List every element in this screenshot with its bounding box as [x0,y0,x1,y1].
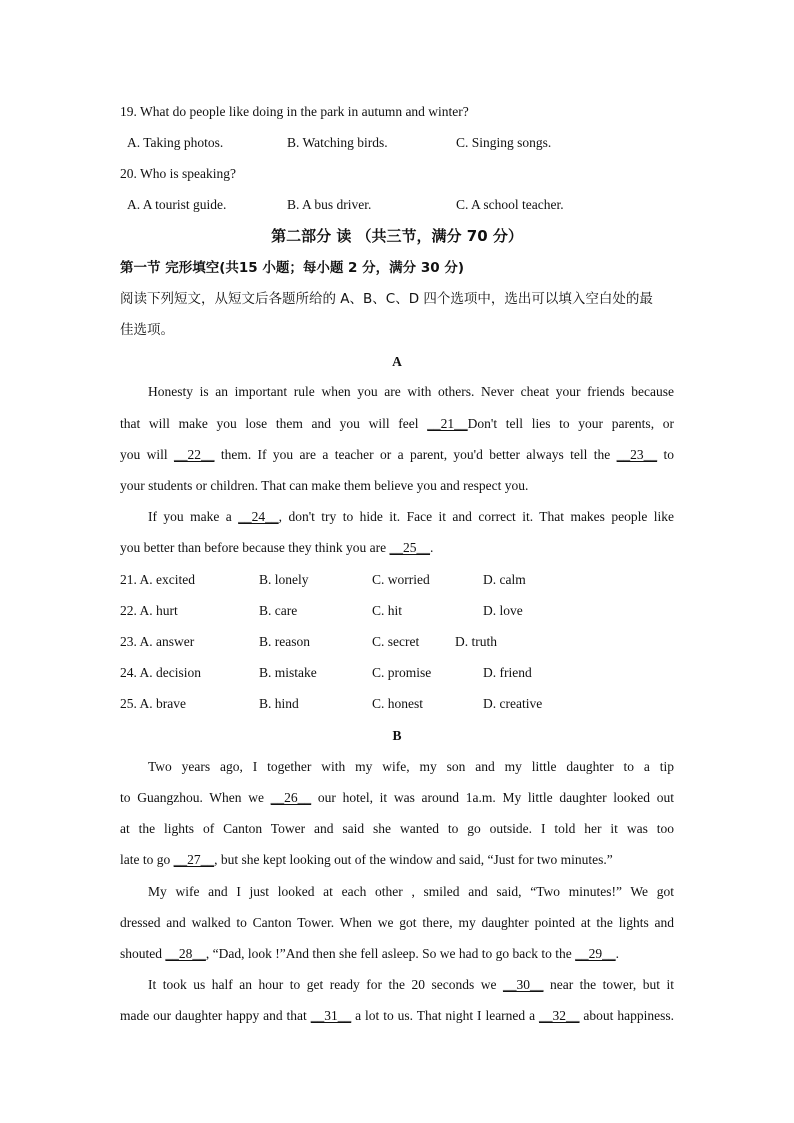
q22-option-c: C. hit [372,603,403,618]
q19-option-c: C. Singing songs. [456,135,552,150]
q22-option-a: 22. A. hurt [120,603,178,618]
q25-option-c: C. honest [372,696,424,711]
q25-option-d: D. creative [483,696,543,711]
passage-b-line-1: Two years ago, I together with my wife, my son and my little daughter to a tip [148,759,674,774]
blank-25: __25__ [389,540,431,555]
q23-option-b: B. reason [259,634,310,649]
q19-option-b: B. Watching birds. [287,135,388,150]
instructions-line-2: 佳选项。 [120,322,174,338]
q20-option-c: C. A school teacher. [456,197,564,212]
q23-option-a: 23. A. answer [120,634,195,649]
section1-title: 第一节 完形填空(共15 小题；每小题 2 分，满分 30 分) [120,260,465,276]
q25-option-b: B. hind [259,696,299,711]
q23-option-d: D. truth [455,634,497,649]
passage-b-line-4: late to go __27__, but she kept looking out of the window and said, “Just for two minutes.” [120,852,613,867]
q24-option-b: B. mistake [259,665,317,680]
q20-option-b: B. A bus driver. [287,197,372,212]
passage-b-line-3: at the lights of Canton Tower and said she wanted to go outside. I told her it was too [120,821,674,836]
passage-a-line-3: you will __22__ them. If you are a teacher or a parent, you'd better always tell the __23__ to [120,447,674,462]
blank-30: __30__ [502,977,544,992]
passage-a-line-2: that will make you lose them and you will feel __21__Don't tell lies to your parents, or [120,416,674,431]
passage-b-line-2: to Guangzhou. When we __26__ our hotel, it was around 1a.m. My little daughter looked out [120,790,674,805]
q23-option-c: C. secret [372,634,420,649]
passage-b-line-9: made our daughter happy and that __31__ a lot to us. That night I learned a __32__ about happiness. [120,1008,674,1023]
blank-29: __29__ [575,946,616,961]
blank-23: __23__ [616,447,658,462]
passage-a-label: A [392,354,402,369]
blank-21: __21__ [427,416,468,431]
q25-option-a: 25. A. brave [120,696,186,711]
question-20: 20. Who is speaking? [120,166,236,181]
q20-option-a: A. A tourist guide. [127,197,227,212]
question-19: 19. What do people like doing in the park in autumn and winter? [120,104,469,119]
part2-title: 第二部分 读 （共三节，满分 70 分） [271,227,523,245]
blank-28: __28__ [165,946,206,961]
passage-a-line-1: Honesty is an important rule when you are with others. Never cheat your friends because [148,384,674,399]
passage-b-line-6: dressed and walked to Canton Tower. When we got there, my daughter pointed at the lights and [120,915,674,930]
q22-option-b: B. care [259,603,298,618]
q21-option-c: C. worried [372,572,430,587]
q24-option-d: D. friend [483,665,532,680]
blank-26: __26__ [270,790,312,805]
blank-22: __22__ [173,447,215,462]
passage-b-line-7: shouted __28__, “Dad, look !”And then she fell asleep. So we had to go back to the __29__. [120,946,620,961]
q22-option-d: D. love [483,603,523,618]
passage-b-label: B [392,728,402,743]
passage-a-line-5: If you make a __24__, don't try to hide it. Face it and correct it. That makes people like [148,509,674,524]
passage-b-line-5: My wife and I just looked at each other , smiled and said, “Two minutes!” We got [148,884,674,899]
q24-option-c: C. promise [372,665,432,680]
blank-31: __31__ [310,1008,352,1023]
q21-option-d: D. calm [483,572,526,587]
q19-option-a: A. Taking photos. [127,135,224,150]
q21-option-a: 21. A. excited [120,572,195,587]
q24-option-a: 24. A. decision [120,665,201,680]
instructions-line-1: 阅读下列短文，从短文后各题所给的 A、B、C、D 四个选项中，选出可以填入空白处的最 [120,291,653,307]
blank-32: __32__ [539,1008,580,1023]
passage-b-line-8: It took us half an hour to get ready for the 20 seconds we __30__ near the tower, but it [148,977,675,992]
passage-a-line-6: you better than before because they think you are __25__. [120,540,434,555]
blank-24: __24__ [238,509,279,524]
blank-27: __27__ [173,852,215,867]
passage-a-line-4: your students or children. That can make them believe you and respect you. [120,478,529,493]
q21-option-b: B. lonely [259,572,309,587]
